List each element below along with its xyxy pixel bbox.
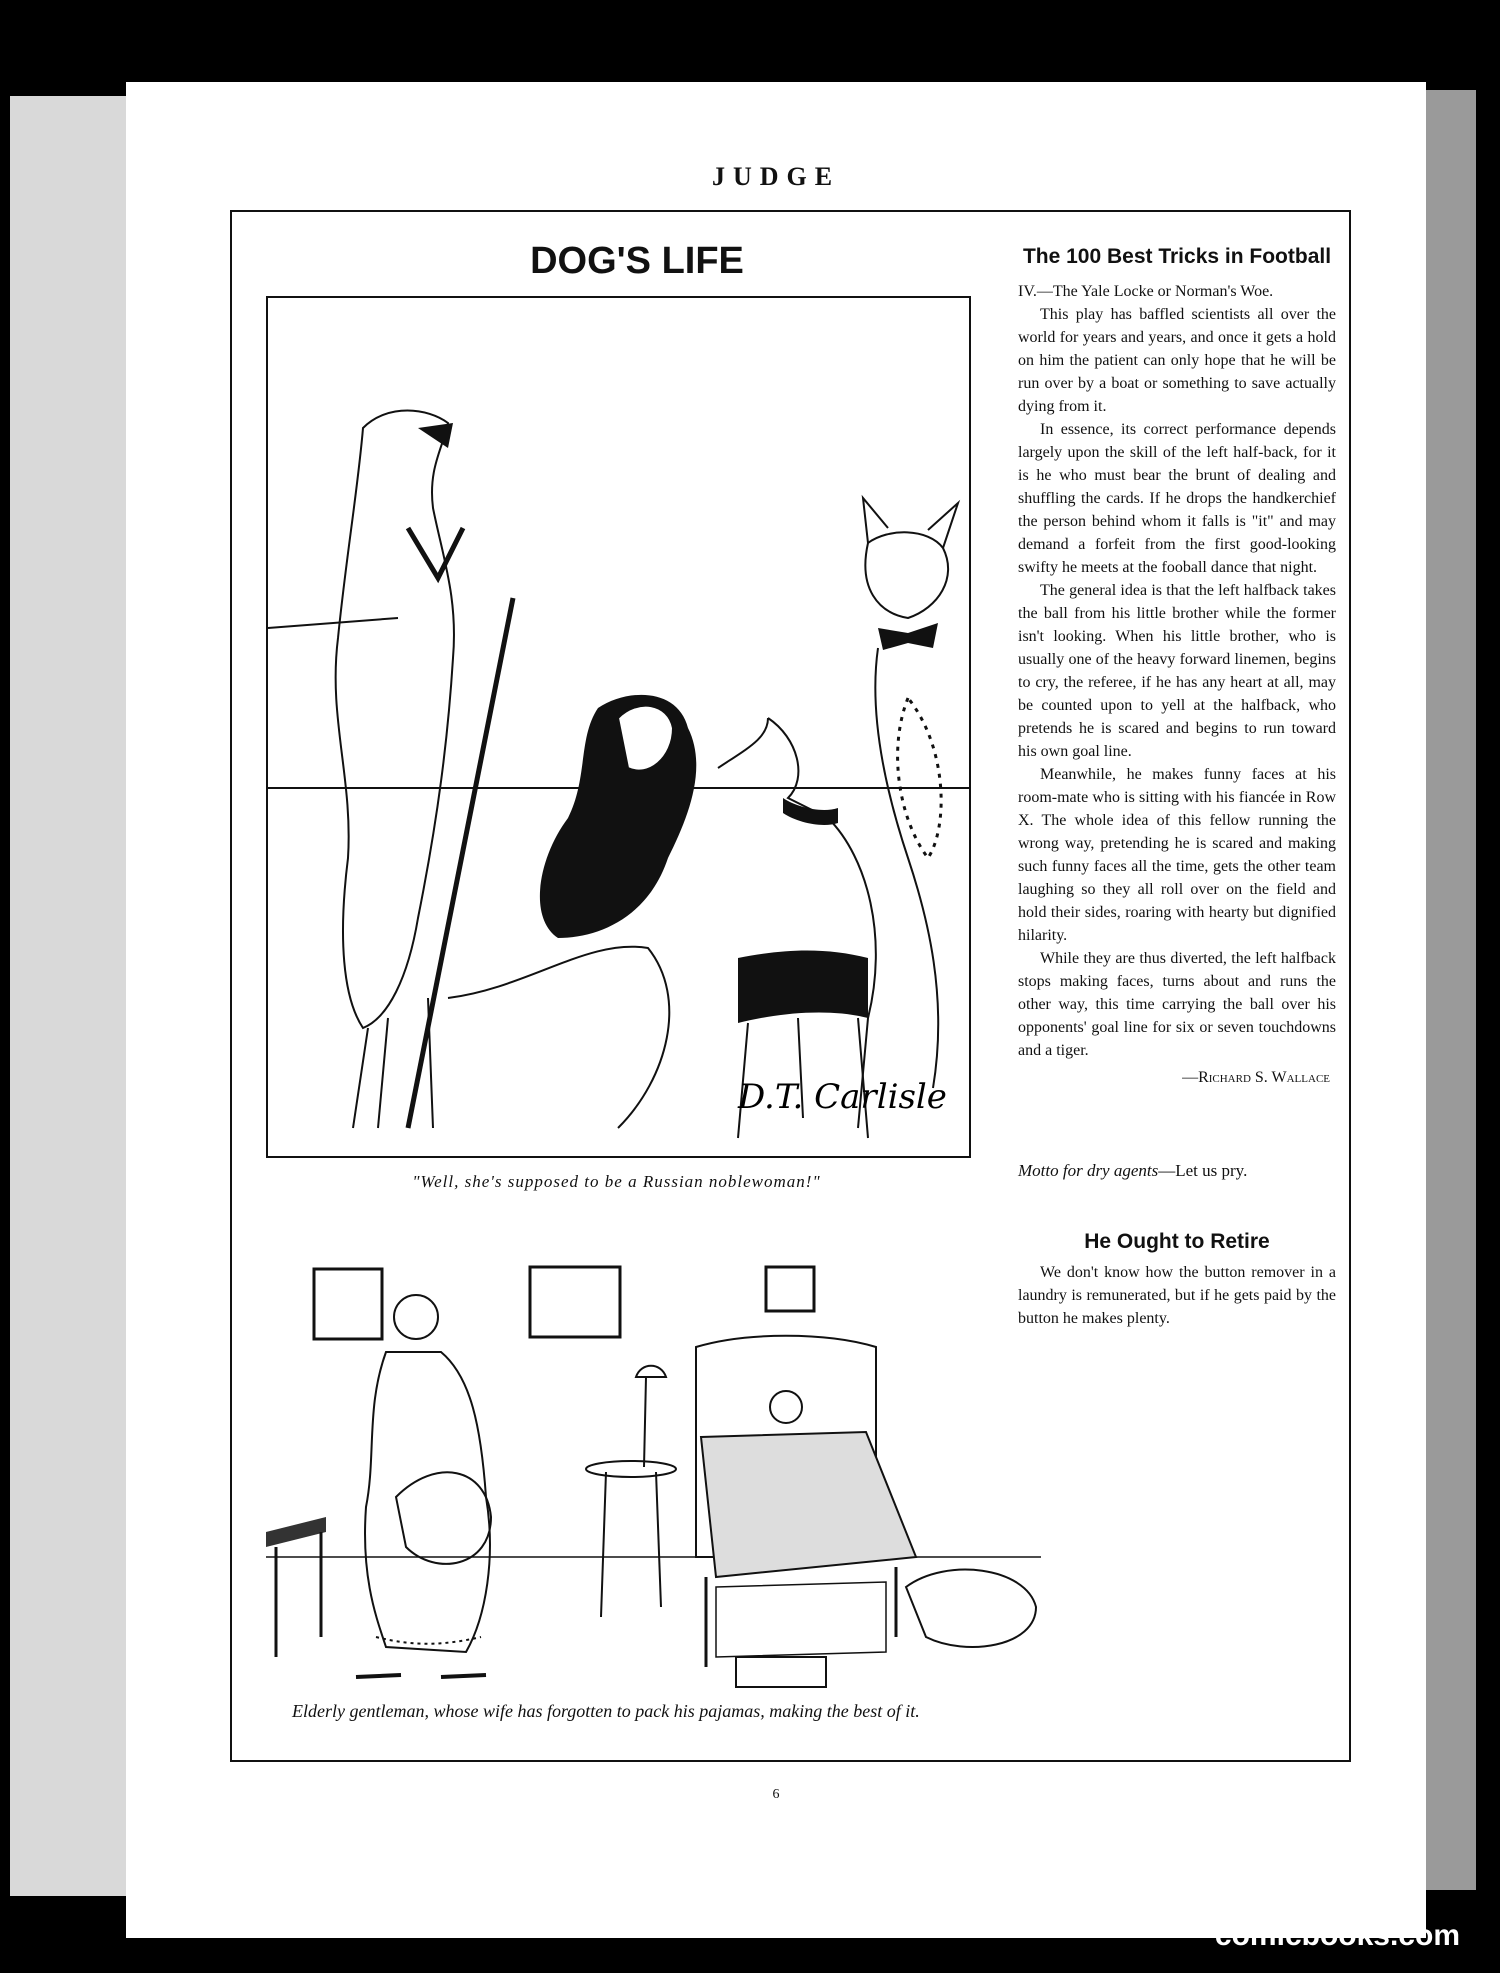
cartoon-caption-top: "Well, she's supposed to be a Russian noblewoman!": [412, 1172, 821, 1191]
magazine-page: [126, 82, 1426, 1938]
cartoon-signature: D.T. Carlisle: [738, 1077, 947, 1117]
article-paragraph: In essence, its correct performance depends largely upon the skill of the left half-back, for it is he who must bear the brunt of dealing and shuffling the cards. If he drops the handkerchief the person behind whom it falls is "it" and may demand a forfeit from the first good-looking swifty he meets at the fooball dance that night.: [1018, 421, 1336, 576]
book-page-edge-left: [10, 96, 126, 1896]
article-title: The 100 Best Tricks in Football: [1022, 245, 1332, 268]
article-paragraph: While they are thus diverted, the left halfback stops making faces, turns about and runs the other way, this time carrying the ball over his opponents' goal line for six or seven touchdowns and a tiger.: [1018, 950, 1336, 1059]
motto-lead: Motto for dry agents: [1018, 1161, 1159, 1180]
text-column: [1018, 244, 1336, 1330]
pajamas-cartoon: [266, 1257, 1041, 1702]
cartoon-caption-bottom: Elderly gentleman, whose wife has forgotten to pack his pajamas, making the best of it.: [292, 1701, 920, 1721]
dogs-life-cartoon: [266, 296, 971, 1158]
page-number: 6: [772, 1787, 780, 1802]
content-frame: [230, 210, 1351, 1762]
article-paragraph: The general idea is that the left halfback takes the ball from his little brother while the former isn't looking. When his little brother, who is usually one of the heavy forward linemen, begins to cry, the referee, if he has any heart at all, may be counted upon to yell at the halfback, who pretends he is scared and begins to run toward his own goal line.: [1018, 582, 1336, 760]
article-byline: —Richard S. Wallace: [1182, 1069, 1330, 1086]
article-paragraph: This play has baffled scientists all over the world for years and years, and once it gets a hold on him the patient can only hope that he will be run over by a boat or something to save actually dying from it.: [1018, 306, 1336, 415]
motto-item: [1018, 1159, 1336, 1182]
book-page-edge-right: [1426, 90, 1476, 1890]
dogs-illustration: [268, 298, 969, 1156]
cartoon-title: DOG'S LIFE: [530, 240, 744, 282]
article-paragraph: Meanwhile, he makes funny faces at his room-mate who is sitting with his fiancée in Row X. The whole idea of this fellow running the wrong way, pretending he is scared and making such funny faces all the time, gets the other team laughing so they all roll over on the field and hold their sides, roaring with hearty but dignified hilarity.: [1018, 766, 1336, 944]
filler-text: We don't know how the button remover in a laundry is remunerated, but if he gets paid by the button he makes plenty.: [1018, 1264, 1336, 1327]
masthead: JUDGE: [711, 162, 841, 191]
filler-title: He Ought to Retire: [1084, 1230, 1270, 1253]
motto-rest: —Let us pry.: [1158, 1161, 1248, 1180]
article-paragraph: IV.—The Yale Locke or Norman's Woe.: [1018, 283, 1274, 300]
bedroom-illustration: [266, 1257, 1041, 1702]
site-watermark: comicbooks.com: [1214, 1919, 1460, 1952]
